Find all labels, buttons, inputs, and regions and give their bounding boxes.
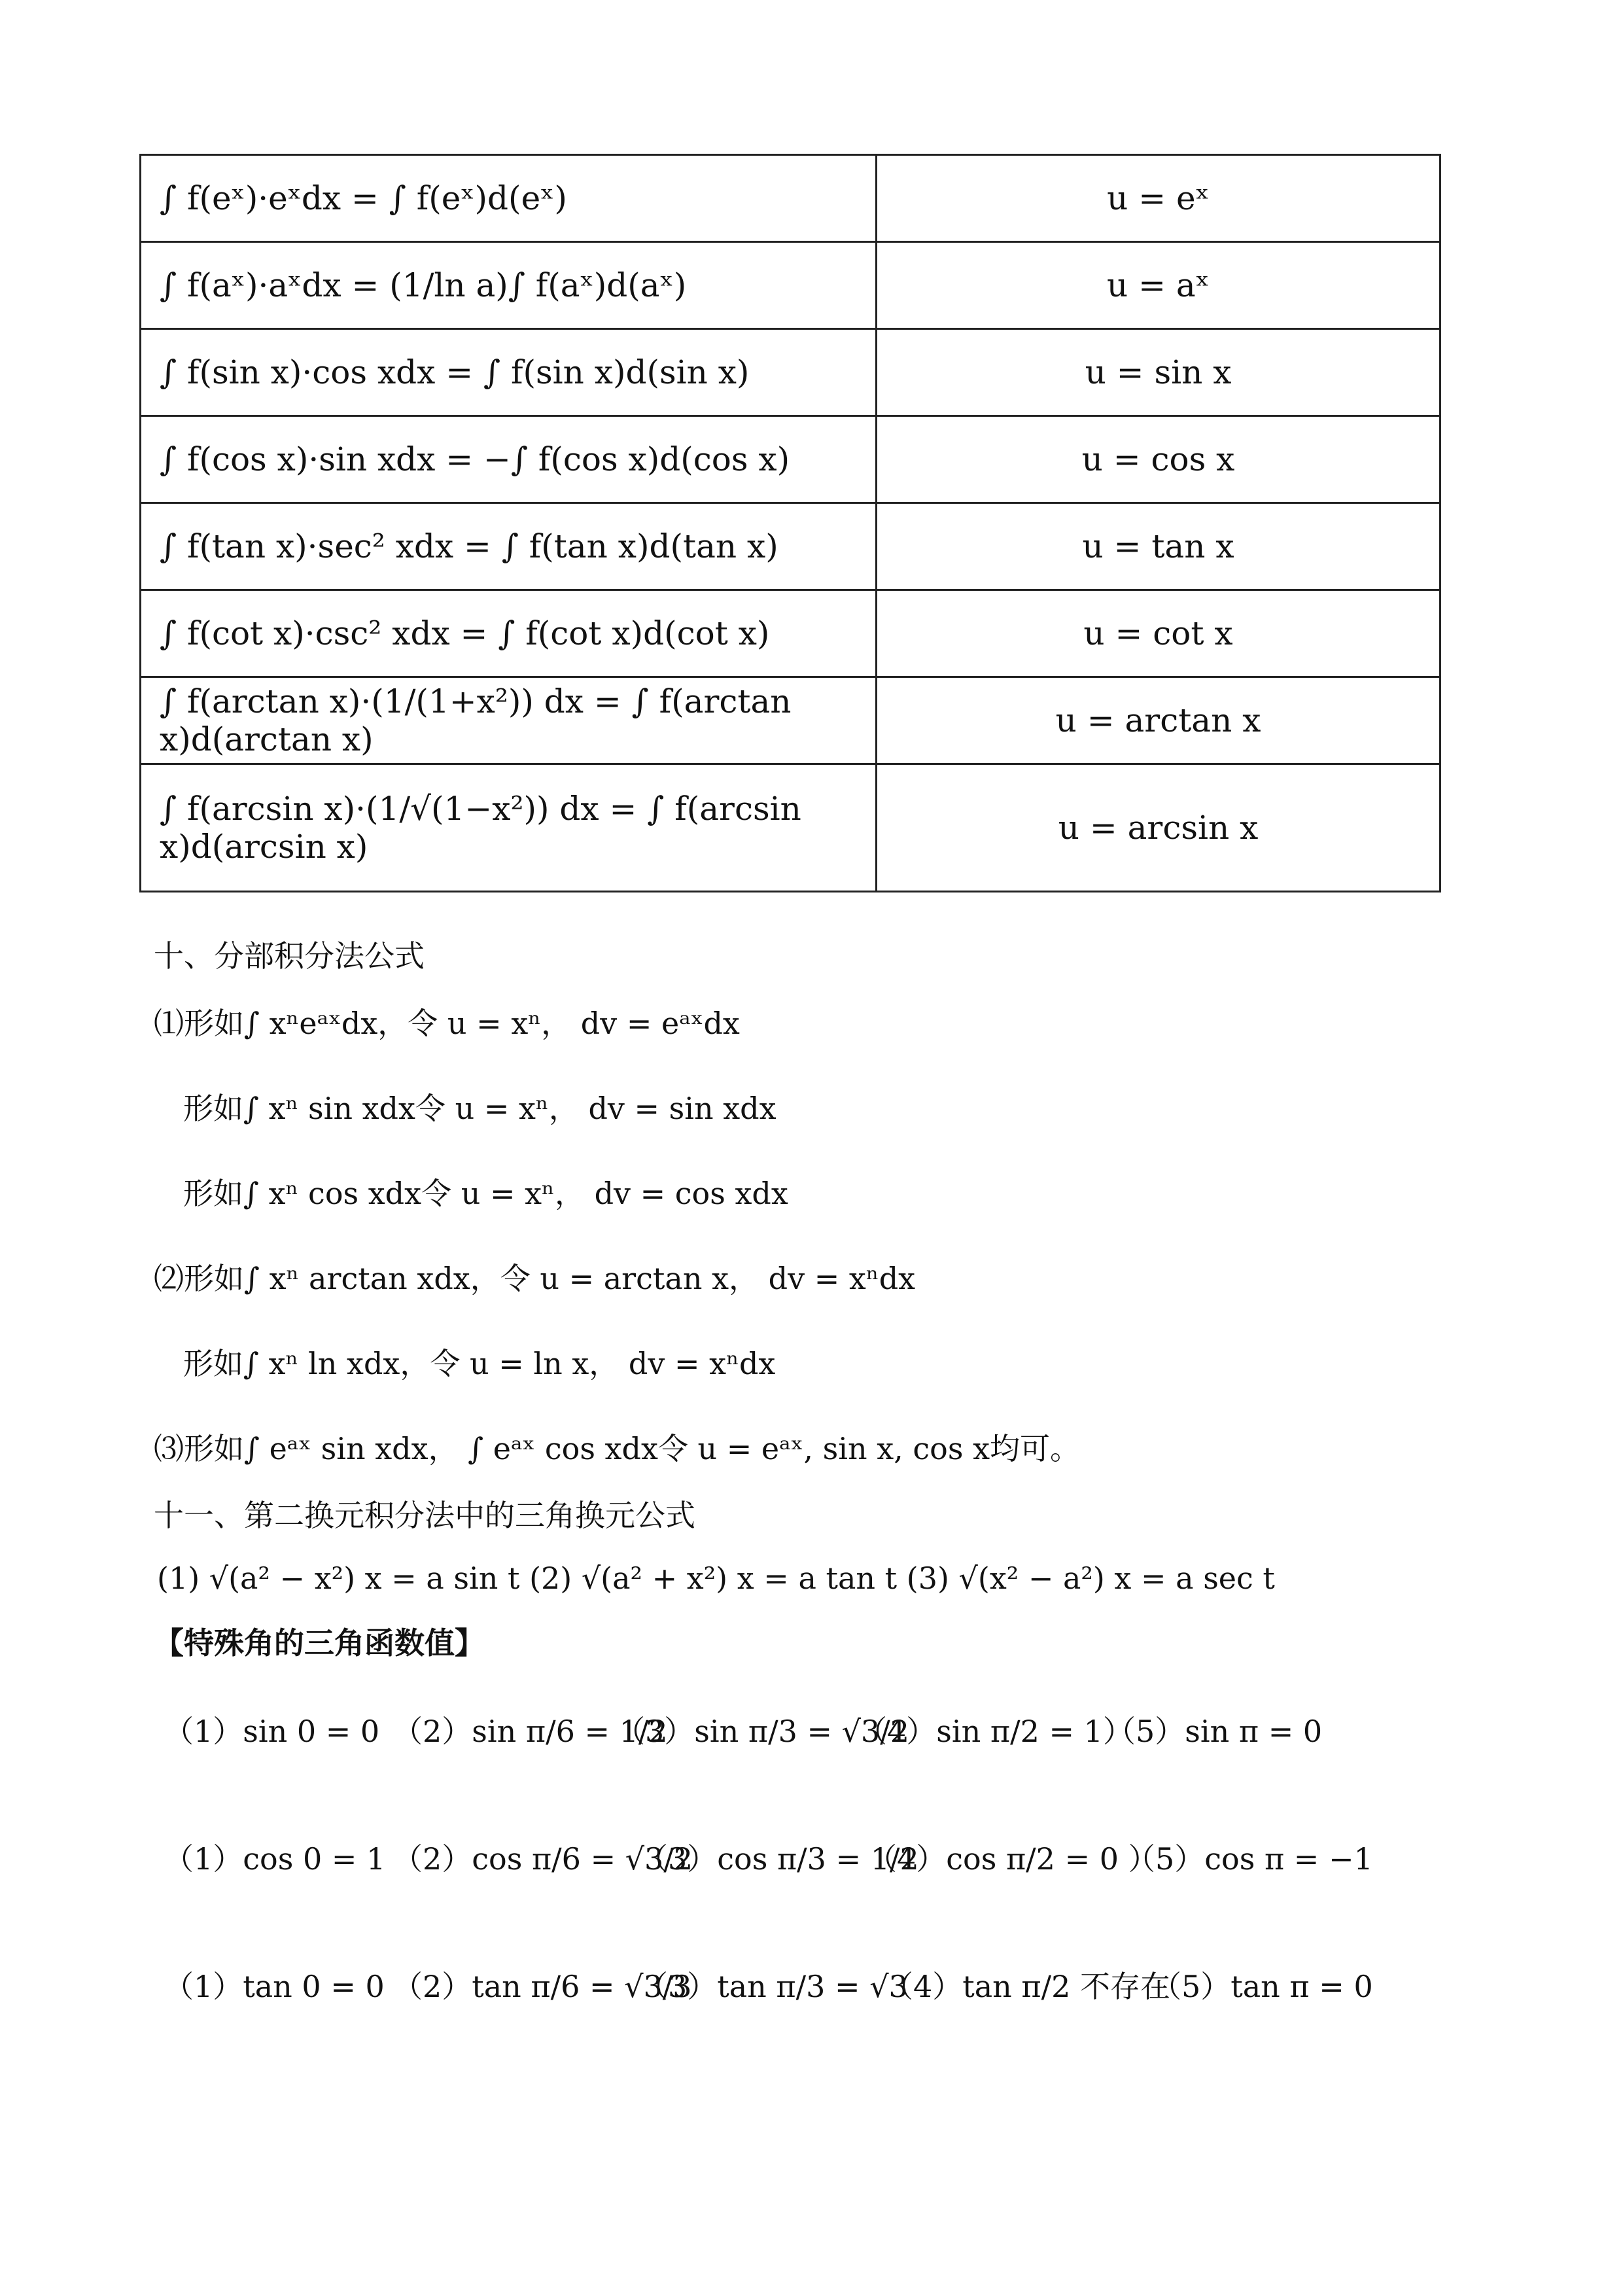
formula-cell: ∫ f(tan x)·sec² xdx = ∫ f(tan x)d(tan x) xyxy=(141,503,877,590)
cos-value: （3）cos π/3 = 1/2 xyxy=(638,1841,919,1877)
substitution-cell: u = arcsin x xyxy=(877,764,1440,892)
table-row xyxy=(141,503,1440,590)
cos-value: （4）cos π/2 = 0 ） xyxy=(867,1841,1159,1877)
formula-cell: ∫ f(aˣ)·aˣdx = (1/ln a)∫ f(aˣ)d(aˣ) xyxy=(141,242,877,329)
table-row xyxy=(141,764,1440,892)
table-row xyxy=(141,677,1440,764)
substitution-cell: u = eˣ xyxy=(877,155,1440,242)
tan-value: （1）tan 0 = 0 xyxy=(164,1969,385,2004)
substitution-cell: u = aˣ xyxy=(877,242,1440,329)
tan-value: （3）tan π/3 = √3 xyxy=(638,1969,908,2004)
table-row xyxy=(141,155,1440,242)
ibp-line-5: 形如∫ xⁿ ln xdx，令 u = ln x， dv = xⁿdx xyxy=(183,1346,776,1381)
section-10-title: 十、分部积分法公式 xyxy=(154,938,425,974)
cos-value: （1）cos 0 = 1 xyxy=(164,1841,386,1877)
sin-value: （3）sin π/3 = √3/2 xyxy=(615,1714,909,1749)
ibp-line-4: ⑵形如∫ xⁿ arctan xdx，令 u = arctan x， dv = xⁿdx xyxy=(154,1261,916,1296)
ibp-line-3: 形如∫ xⁿ cos xdx令 u = xⁿ， dv = cos xdx xyxy=(183,1176,788,1211)
substitution-cell: u = sin x xyxy=(877,329,1440,416)
sin-value: （5）sin π = 0 xyxy=(1106,1714,1323,1749)
sin-value: （1）sin 0 = 0 xyxy=(164,1714,380,1749)
substitution-cell: u = cot x xyxy=(877,590,1440,677)
substitution-cell: u = tan x xyxy=(877,503,1440,590)
formula-cell: ∫ f(sin x)·cos xdx = ∫ f(sin x)d(sin x) xyxy=(141,329,877,416)
ibp-line-1: ⑴形如∫ xⁿeᵃˣdx，令 u = xⁿ， dv = eᵃˣdx xyxy=(154,1006,740,1041)
section-11-title: 十一、第二换元积分法中的三角换元公式 xyxy=(154,1498,695,1533)
formula-cell: ∫ f(cos x)·sin xdx = −∫ f(cos x)d(cos x) xyxy=(141,416,877,503)
formula-cell: ∫ f(eˣ)·eˣdx = ∫ f(eˣ)d(eˣ) xyxy=(141,155,877,242)
cos-value: （5）cos π = −1 xyxy=(1125,1841,1373,1877)
table-row xyxy=(141,416,1440,503)
formula-cell: ∫ f(arctan x)·(1/(1+x²)) dx = ∫ f(arctan x)d(arctan x) xyxy=(141,677,877,764)
substitution-table xyxy=(139,154,1441,892)
table-row xyxy=(141,329,1440,416)
formula-cell: ∫ f(arcsin x)·(1/√(1−x²)) dx = ∫ f(arcsin x)d(arcsin x) xyxy=(141,764,877,892)
sin-value: （2）sin π/6 = 1/2 xyxy=(393,1714,668,1749)
table-row xyxy=(141,242,1440,329)
ibp-line-2: 形如∫ xⁿ sin xdx令 u = xⁿ， dv = sin xdx xyxy=(183,1091,777,1126)
sin-value: （4）sin π/2 = 1） xyxy=(857,1714,1133,1749)
ibp-line-6: ⑶形如∫ eᵃˣ sin xdx， ∫ eᵃˣ cos xdx令 u = eᵃˣ, sin x, cos x均可。 xyxy=(154,1431,1081,1466)
substitution-cell: u = cos x xyxy=(877,416,1440,503)
tan-value: （2）tan π/6 = √3/3 xyxy=(393,1969,692,2004)
cos-value: （2）cos π/6 = √3/2 xyxy=(393,1841,693,1877)
substitution-cell: u = arctan x xyxy=(877,677,1440,764)
table-row xyxy=(141,590,1440,677)
trig-substitution-line: (1) √(a² − x²) x = a sin t (2) √(a² + x²) x = a tan t (3) √(x² − a²) x = a sec t xyxy=(157,1561,1275,1596)
tan-value: （5）tan π = 0 xyxy=(1151,1969,1373,2004)
tan-value: （4）tan π/2 不存在 xyxy=(883,1969,1171,2004)
special-angles-title: 【特殊角的三角函数值】 xyxy=(154,1625,485,1661)
formula-cell: ∫ f(cot x)·csc² xdx = ∫ f(cot x)d(cot x) xyxy=(141,590,877,677)
